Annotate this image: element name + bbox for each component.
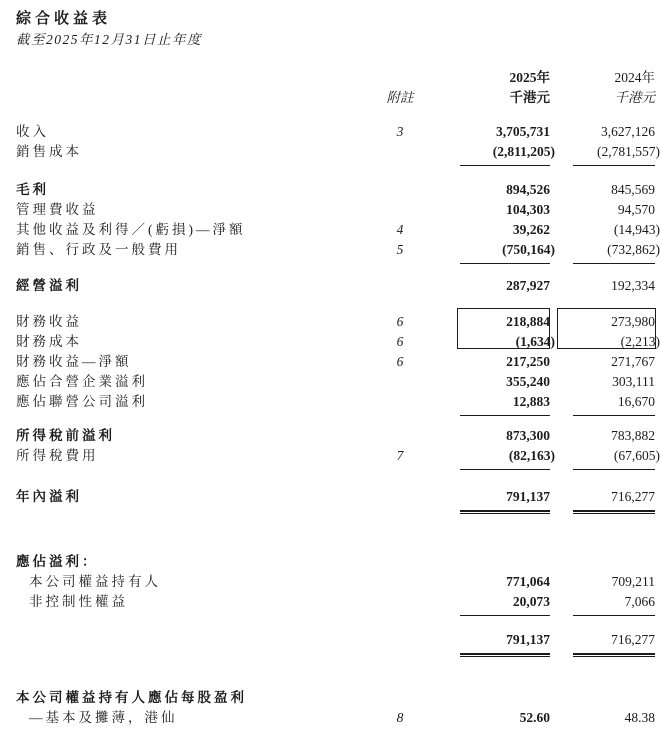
value-2024 bbox=[573, 220, 660, 240]
value-2025 bbox=[460, 312, 550, 332]
row-label: 其他收益及利得／(虧損)—淨額 bbox=[16, 222, 246, 237]
row-label: 管理費收益 bbox=[16, 202, 99, 217]
row-label: 銷售成本 bbox=[16, 144, 82, 159]
amount: 709,211 bbox=[611, 574, 655, 589]
statement-row bbox=[0, 426, 660, 446]
value-2024 bbox=[573, 200, 655, 220]
statement-row bbox=[0, 688, 660, 708]
row-spacer bbox=[0, 512, 660, 552]
value-2025 bbox=[460, 220, 550, 240]
value-2025 bbox=[460, 708, 550, 731]
value-2025 bbox=[460, 592, 550, 616]
row-spacer bbox=[0, 264, 660, 276]
value-2025 bbox=[460, 372, 550, 392]
amount: 771,064 bbox=[506, 574, 550, 589]
amount: (2,213) bbox=[620, 334, 660, 349]
amount: 894,526 bbox=[506, 182, 550, 197]
row-spacer bbox=[0, 655, 660, 688]
row-label: 年內溢利 bbox=[16, 489, 82, 504]
row-spacer bbox=[0, 166, 660, 180]
amount: 104,303 bbox=[506, 202, 550, 217]
header-2025-year: 2025年 bbox=[509, 70, 550, 85]
finance-box-group bbox=[0, 312, 660, 352]
value-2024 bbox=[573, 180, 655, 200]
amount: 791,137 bbox=[506, 632, 550, 647]
amount: 94,570 bbox=[617, 202, 655, 217]
row-note: 5 bbox=[396, 242, 404, 257]
row-label: 財務收益—淨額 bbox=[16, 354, 132, 369]
statement-row bbox=[0, 446, 660, 470]
table-header bbox=[0, 68, 660, 108]
statement-row bbox=[0, 142, 660, 166]
page-title: 綜合收益表 bbox=[16, 10, 112, 27]
row-note: 6 bbox=[396, 334, 404, 349]
amount: 845,569 bbox=[611, 182, 655, 197]
header-gap bbox=[0, 50, 660, 68]
statement-rows bbox=[0, 122, 660, 731]
value-2024 bbox=[573, 572, 655, 592]
amount: 52.60 bbox=[519, 710, 550, 725]
statement-row bbox=[0, 487, 660, 512]
value-2025 bbox=[460, 142, 555, 166]
statement-row bbox=[0, 352, 660, 372]
row-note: 8 bbox=[396, 710, 404, 725]
statement-row bbox=[0, 372, 660, 392]
value-2024 bbox=[573, 240, 660, 264]
amount: 716,277 bbox=[611, 632, 655, 647]
value-2024 bbox=[573, 426, 655, 446]
amount: 791,137 bbox=[506, 489, 550, 504]
row-spacer bbox=[0, 296, 660, 312]
statement-row bbox=[0, 572, 660, 592]
page-subtitle: 截至2025年12月31日止年度 bbox=[16, 32, 202, 47]
row-label: 應佔溢利： bbox=[16, 554, 99, 569]
value-2025 bbox=[460, 426, 550, 446]
row-label: 財務成本 bbox=[16, 334, 82, 349]
statement-row bbox=[0, 552, 660, 572]
row-label: —基本及攤薄，港仙 bbox=[29, 710, 178, 725]
value-2024 bbox=[573, 332, 660, 352]
amount: (67,605) bbox=[613, 448, 660, 463]
amount: 873,300 bbox=[506, 428, 550, 443]
rows-gap bbox=[0, 108, 660, 122]
row-label: 應佔聯營公司溢利 bbox=[16, 394, 148, 409]
statement-row bbox=[0, 708, 660, 731]
statement-row bbox=[0, 312, 660, 332]
row-spacer bbox=[0, 616, 660, 630]
header-year-row bbox=[0, 68, 660, 88]
value-2024 bbox=[573, 592, 655, 616]
value-2024 bbox=[573, 708, 655, 731]
amount: 287,927 bbox=[506, 278, 550, 293]
amount: 192,334 bbox=[611, 278, 655, 293]
amount: 218,884 bbox=[506, 314, 550, 329]
value-2024 bbox=[573, 142, 660, 166]
amount: (2,781,557) bbox=[597, 144, 660, 159]
row-spacer bbox=[0, 470, 660, 487]
value-2024 bbox=[573, 392, 655, 416]
row-note: 7 bbox=[396, 448, 404, 463]
amount: (1,634) bbox=[515, 334, 555, 349]
value-2024 bbox=[573, 372, 655, 392]
row-label: 收入 bbox=[16, 124, 49, 139]
row-label: 本公司權益持有人 bbox=[29, 574, 161, 589]
statement-row bbox=[0, 220, 660, 240]
value-2025 bbox=[460, 332, 555, 352]
row-label: 財務收益 bbox=[16, 314, 82, 329]
amount: 355,240 bbox=[506, 374, 550, 389]
row-note: 6 bbox=[396, 354, 404, 369]
value-2024 bbox=[573, 276, 655, 296]
amount: 7,066 bbox=[624, 594, 655, 609]
value-2024 bbox=[573, 630, 655, 655]
value-2025 bbox=[460, 276, 550, 296]
value-2024 bbox=[573, 352, 655, 372]
statement-row bbox=[0, 200, 660, 220]
amount: 39,262 bbox=[512, 222, 550, 237]
amount: 3,627,126 bbox=[601, 124, 655, 139]
statement-row bbox=[0, 122, 660, 142]
header-unit-row bbox=[0, 88, 660, 108]
amount: 783,882 bbox=[611, 428, 655, 443]
amount: (82,163) bbox=[508, 448, 555, 463]
value-2024 bbox=[573, 122, 655, 142]
amount: (2,811,205) bbox=[492, 144, 555, 159]
amount: (732,862) bbox=[607, 242, 660, 257]
value-2025 bbox=[460, 392, 550, 416]
amount: (750,164) bbox=[502, 242, 555, 257]
row-label: 所得稅費用 bbox=[16, 448, 99, 463]
statement-row bbox=[0, 276, 660, 296]
amount: 273,980 bbox=[611, 314, 655, 329]
amount: 303,111 bbox=[612, 374, 655, 389]
amount: (14,943) bbox=[613, 222, 660, 237]
header-2024-unit: 千港元 bbox=[614, 90, 655, 105]
amount: 16,670 bbox=[617, 394, 655, 409]
header-2024-year: 2024年 bbox=[614, 70, 655, 85]
statement-row bbox=[0, 592, 660, 616]
value-2024 bbox=[573, 487, 655, 512]
statement-row bbox=[0, 630, 660, 655]
statement-row bbox=[0, 180, 660, 200]
value-2025 bbox=[460, 352, 550, 372]
value-2024 bbox=[573, 312, 655, 332]
row-note: 3 bbox=[396, 124, 404, 139]
row-label: 銷售、行政及一般費用 bbox=[16, 242, 181, 257]
row-spacer bbox=[0, 416, 660, 426]
value-2025 bbox=[460, 122, 550, 142]
amount: 12,883 bbox=[512, 394, 550, 409]
row-note: 6 bbox=[396, 314, 404, 329]
row-label: 所得稅前溢利 bbox=[16, 428, 115, 443]
header-2025-unit: 千港元 bbox=[509, 90, 550, 105]
amount: 48.38 bbox=[624, 710, 655, 725]
value-2025 bbox=[460, 240, 555, 264]
value-2025 bbox=[460, 487, 550, 512]
amount: 271,767 bbox=[611, 354, 655, 369]
amount: 20,073 bbox=[512, 594, 550, 609]
statement-row bbox=[0, 240, 660, 264]
statement-row bbox=[0, 332, 660, 352]
row-label: 應佔合營企業溢利 bbox=[16, 374, 148, 389]
row-note: 4 bbox=[396, 222, 404, 237]
value-2024 bbox=[573, 446, 660, 470]
value-2025 bbox=[460, 200, 550, 220]
statement-row bbox=[0, 392, 660, 416]
amount: 716,277 bbox=[611, 489, 655, 504]
row-label: 非控制性權益 bbox=[29, 594, 128, 609]
row-label: 毛利 bbox=[16, 182, 49, 197]
amount: 3,705,731 bbox=[496, 124, 550, 139]
row-label: 本公司權益持有人應佔每股盈利 bbox=[16, 690, 247, 705]
header-note-label: 附註 bbox=[386, 90, 414, 105]
value-2025 bbox=[460, 446, 555, 470]
value-2025 bbox=[460, 180, 550, 200]
row-label: 經營溢利 bbox=[16, 278, 82, 293]
amount: 217,250 bbox=[506, 354, 550, 369]
value-2025 bbox=[460, 630, 550, 655]
value-2025 bbox=[460, 572, 550, 592]
